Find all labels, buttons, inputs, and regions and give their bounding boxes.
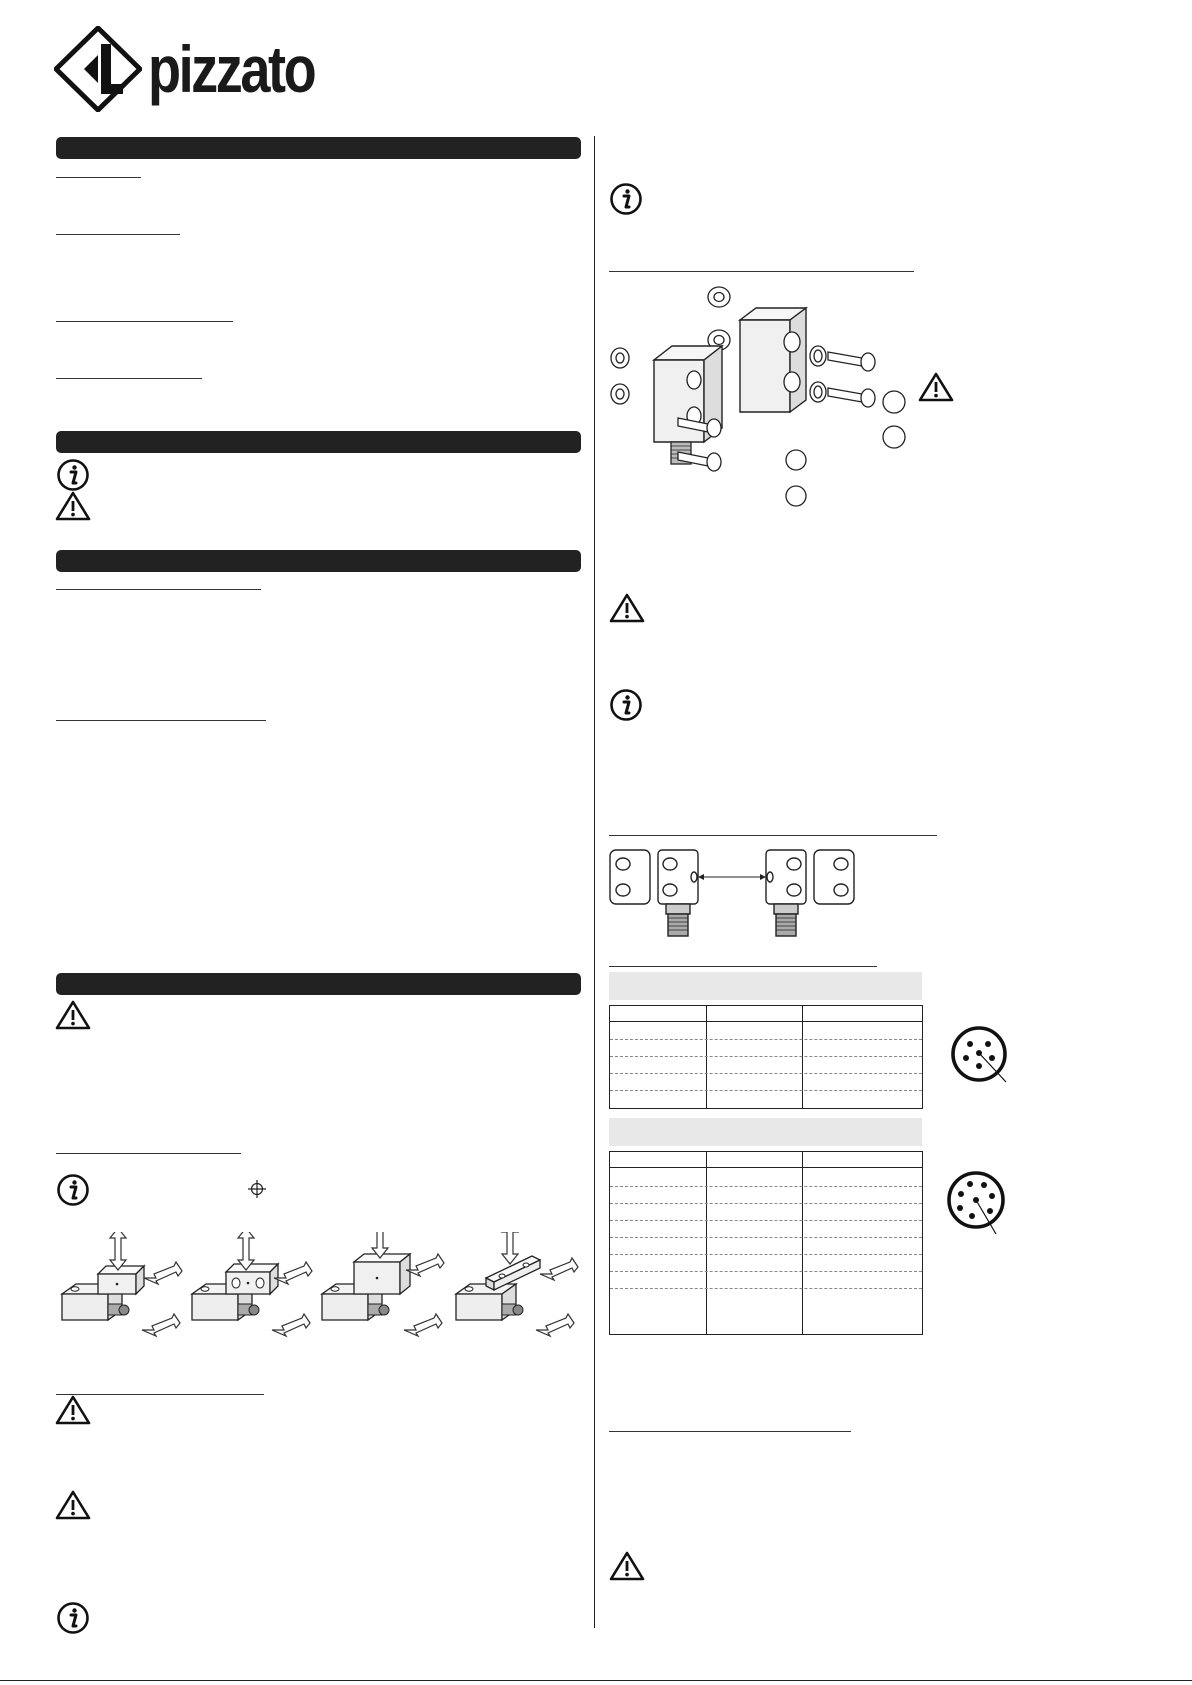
- connection-table-1: [609, 1005, 923, 1109]
- page-bottom-rule: [0, 1680, 1192, 1681]
- warning-icon: [918, 372, 954, 407]
- subheading-rule: [609, 271, 914, 272]
- table-row: [610, 1271, 922, 1272]
- connector-pinout-8pin: [946, 1170, 1012, 1241]
- section-bar-3: [56, 550, 581, 572]
- table-row: [610, 1288, 922, 1289]
- brand-logo: [54, 26, 314, 112]
- actuation-directions-illustration: [58, 1232, 582, 1344]
- brand-name: pizzato: [148, 32, 315, 106]
- subheading-rule: [56, 1153, 241, 1154]
- column-divider: [594, 136, 595, 1628]
- table-2-caption-band: [609, 1118, 922, 1146]
- mounting-exploded-drawing: [606, 282, 956, 512]
- warning-icon: [55, 1490, 91, 1525]
- section-bar-1: [56, 137, 581, 159]
- warning-icon: [609, 1551, 645, 1586]
- warning-icon: [55, 1000, 91, 1035]
- warning-icon: [609, 593, 645, 628]
- subheading-rule: [56, 234, 180, 235]
- connection-table-2: [609, 1151, 923, 1335]
- warning-icon: [55, 1395, 91, 1430]
- table-row: [610, 1056, 922, 1057]
- table-row: [610, 1090, 922, 1091]
- section-bar-4: [56, 973, 581, 995]
- info-icon: [609, 182, 643, 221]
- subheading-rule: [56, 177, 141, 178]
- subheading-rule: [56, 589, 261, 590]
- table-row: [610, 1220, 922, 1221]
- table-row: [610, 1186, 922, 1187]
- table-row: [610, 1203, 922, 1204]
- section-bar-2: [56, 431, 581, 453]
- subheading-rule: [609, 966, 877, 967]
- table-1-caption-band: [609, 972, 922, 1000]
- subheading-rule: [56, 321, 233, 322]
- pizzato-logo-mark: [54, 26, 142, 112]
- subheading-rule: [56, 720, 266, 721]
- subheading-rule: [609, 1431, 851, 1432]
- info-icon: [56, 1173, 90, 1212]
- warning-icon: [55, 491, 91, 526]
- info-icon: [56, 1601, 90, 1640]
- subheading-rule: [609, 835, 937, 836]
- crosshair-icon: [247, 1179, 267, 1204]
- table-row: [610, 1254, 922, 1255]
- table-row: [610, 1237, 922, 1238]
- subheading-rule: [56, 378, 202, 379]
- mounting-distance-drawing: [608, 848, 868, 940]
- table-row: [610, 1039, 922, 1040]
- info-icon: [609, 688, 643, 727]
- connector-pinout-5pin: [950, 1024, 1014, 1091]
- table-row: [610, 1073, 922, 1074]
